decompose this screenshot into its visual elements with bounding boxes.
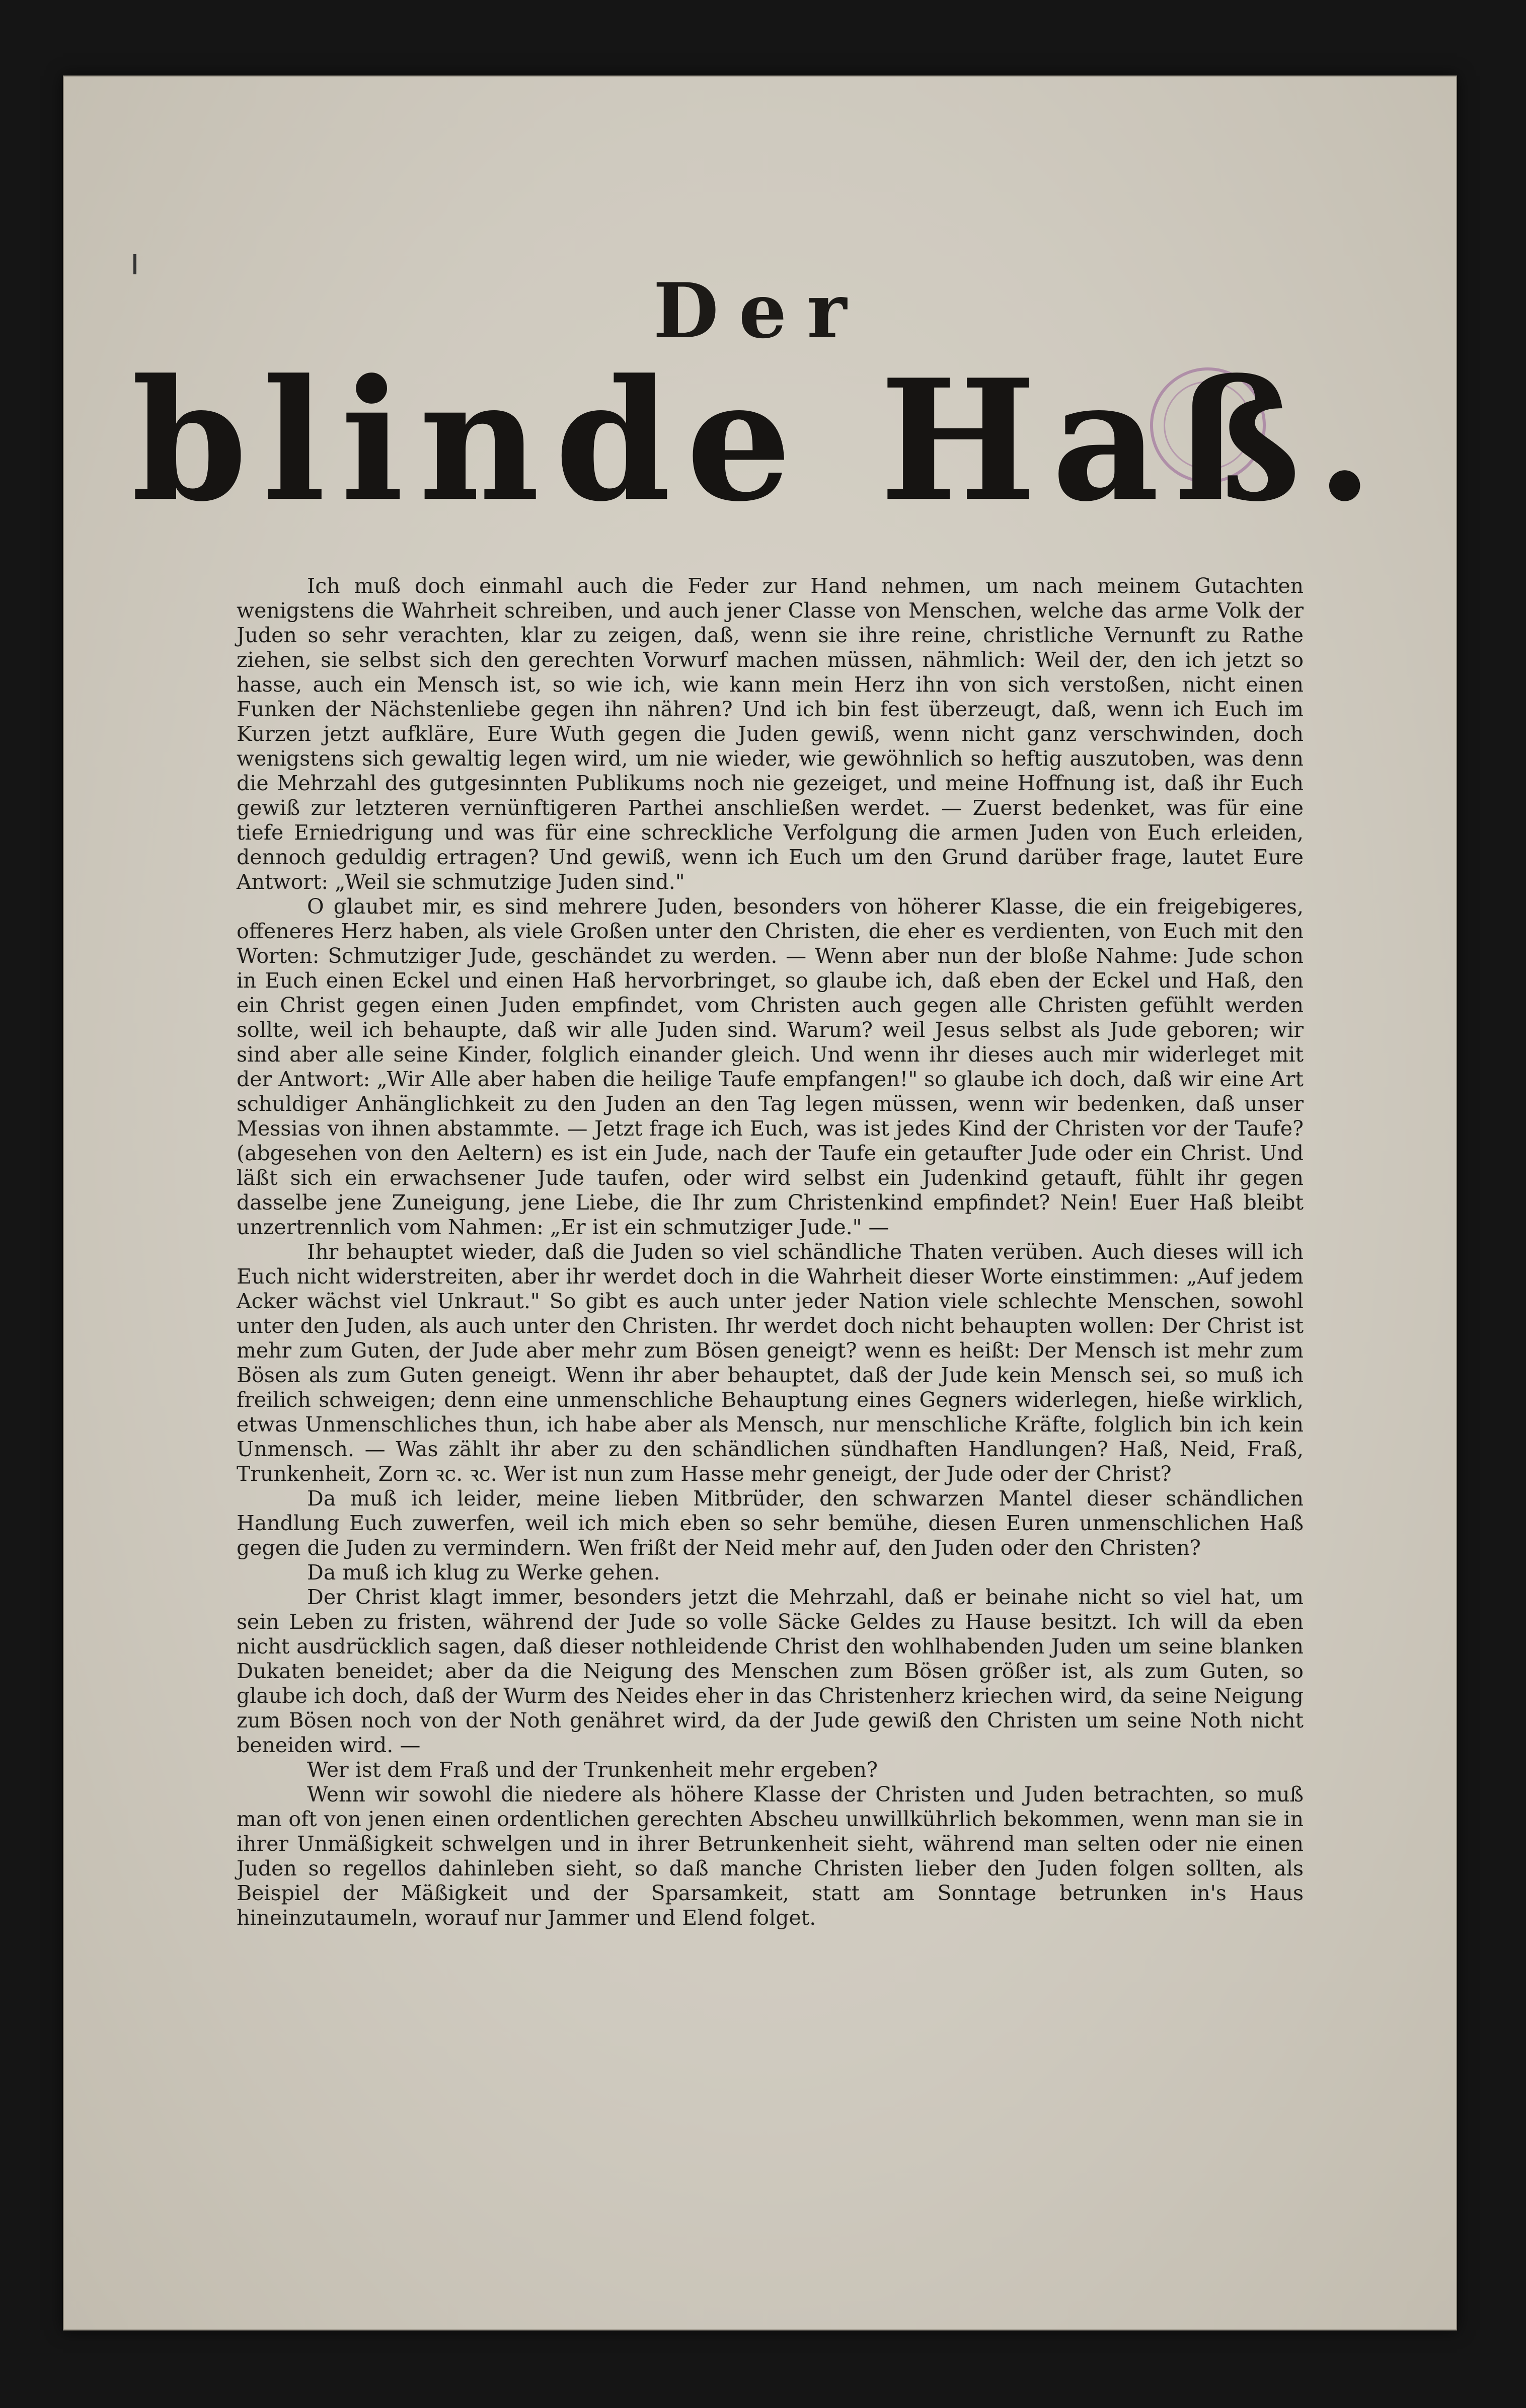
title-line-2: blinde Haß. xyxy=(131,343,1389,538)
paragraph: Der Christ klagt immer, besonders jetzt die Mehrzahl, daß er beinahe nicht so viel hat, um sein Leben zu fristen, während der Jude so volle Säcke Geldes zu Hause besitzt. Ich will da eben nicht ausdrücklich sagen, daß dieser nothleidende Christ den wohlhabenden Juden um seine blanken Dukaten beneidet; aber da die Neigung des Menschen zum Bösen größer ist, als zum Guten, so glaube ich doch, daß der Wurm des Neides eher in das Christenherz kriechen wird, da seine Neigung zum Bösen noch von der Noth genähret wird, da der Jude gewiß den Christen um seine Noth nicht beneiden wird. — xyxy=(237,1585,1304,1757)
paragraph: Ihr behauptet wieder, daß die Juden so viel schändliche Thaten verüben. Auch dieses will ich Euch nicht widerstreiten, aber ihr werdet doch in die Wahrheit dieser Worte einstimmen: „Auf jedem Acker wächst viel Unkraut." So gibt es auch unter jeder Nation viele schlechte Menschen, sowohl unter den Juden, als auch unter den Christen. Ihr werdet doch nicht behaupten wollen: Der Christ ist mehr zum Guten, der Jude aber mehr zum Bösen geneigt? wenn es heißt: Der Mensch ist mehr zum Bösen als zum Guten geneigt. Wenn ihr aber behauptet, daß der Jude kein Mensch sei, so muß ich freilich schweigen; denn eine unmenschliche Behauptung eines Gegners widerlegen, hieße wirklich, etwas Unmenschliches thun, ich habe aber als Mensch, nur menschliche Kräfte, folglich bin ich kein Unmensch. — Was zählt ihr aber zu den schändlichen sündhaften Handlungen? Haß, Neid, Fraß, Trunkenheit, Zorn ꝛc. ꝛc. Wer ist nun zum Hasse mehr geneigt, der Jude oder der Christ? xyxy=(237,1240,1304,1486)
paragraph: Da muß ich leider, meine lieben Mitbrüder, den schwarzen Mantel dieser schändlichen Handlung Euch zuwerfen, weil ich mich eben so sehr bemühe, diesen Euren unmenschlichen Haß gegen die Juden zu vermindern. Wen frißt der Neid mehr auf, den Juden oder den Christen? xyxy=(237,1486,1304,1560)
paragraph: Da muß ich klug zu Werke gehen. xyxy=(307,1560,660,1585)
paragraph: Ich muß doch einmahl auch die Feder zur Hand nehmen, um nach meinem Gutachten wenigstens die Wahrheit schreiben, und auch jener Classe von Menschen, welche das arme Volk der Juden so sehr verachten, klar zu zeigen, daß, wenn sie ihre reine, christliche Vernunft zu Rathe ziehen, sie selbst sich den gerechten Vorwurf machen müssen, nähmlich: Weil der, den ich jetzt so hasse, auch ein Mensch ist, so wie ich, wie kann mein Herz ihn von sich verstoßen, nicht einen Funken der Nächstenliebe gegen ihn nähren? Und ich bin fest überzeugt, daß, wenn ich Euch im Kurzen jetzt aufkläre, Eure Wuth gegen die Juden gewiß, wenn nicht ganz verschwinden, doch wenigstens sich gewaltig legen wird, um nie wieder, wie gewöhnlich so heftig auszutoben, was denn die Mehrzahl des gutgesinnten Publikums noch nie gezeiget, und meine Hoffnung ist, daß ihr Euch gewiß zur letzteren vernünftigeren Parthei anschließen werdet. — Zuerst bedenket, was für eine tiefe Erniedrigung und was für eine schreckliche Verfolgung die armen Juden von Euch erleiden, dennoch geduldig ertragen? Und gewiß, wenn ich Euch um den Grund darüber frage, lautet Eure Antwort: „Weil sie schmutzige Juden sind." xyxy=(237,574,1304,894)
paragraph: Wenn wir sowohl die niedere als höhere Klasse der Christen und Juden betrachten, so muß man oft von jenen einen ordentlichen gerechten Abscheu unwillkührlich bekommen, wenn man sie in ihrer Unmäßigkeit schwelgen und in ihrer Betrunkenheit sieht, während man selten oder nie einen Juden so regellos dahinleben sieht, so daß manche Christen lieber den Juden folgen sollten, als Beispiel der Mäßigkeit und der Sparsamkeit, statt am Sonntage betrunken in's Haus hineinzutaumeln, worauf nur Jammer und Elend folget. xyxy=(237,1782,1304,1930)
paragraph: O glaubet mir, es sind mehrere Juden, besonders von höherer Klasse, die ein freigebigeres, offeneres Herz haben, als viele Großen unter den Christen, die eher es verdienten, von Euch mit den Worten: Schmutziger Jude, geschändet zu werden. — Wenn aber nun der bloße Nahme: Jude schon in Euch einen Eckel und einen Haß hervorbringet, so glaube ich, daß eben der Eckel und Haß, den ein Christ gegen einen Juden empfindet, vom Christen auch gegen alle Christen gefühlt werden sollte, weil ich behaupte, daß wir alle Juden sind. Warum? weil Jesus selbst als Jude geboren; wir sind aber alle seine Kinder, folglich einander gleich. Und wenn ihr dieses auch mir widerleget mit der Antwort: „Wir Alle aber haben die heilige Taufe empfangen!" so glaube ich doch, daß wir eine Art schuldiger Anhänglichkeit zu den Juden an den Tag legen müssen, wenn wir bedenken, daß unser Messias von ihnen abstammte. — Jetzt frage ich Euch, was ist jedes Kind der Christen vor der Taufe? (abgesehen von den Aeltern) es ist ein Jude, nach der Taufe ein getaufter Jude oder ein Christ. Und läßt sich ein erwachsener Jude taufen, oder wird selbst ein Judenkind getauft, fühlt ihr gegen dasselbe jene Zuneigung, jene Liebe, die Ihr zum Christenkind empfindet? Nein! Euer Haß bleibt unzertrennlich vom Nahmen: „Er ist ein schmutziger Jude." — xyxy=(237,894,1304,1239)
body-text xyxy=(237,574,1304,1930)
document-sheet xyxy=(63,76,1457,2330)
paragraph: Wer ist dem Fraß und der Trunkenheit mehr ergeben? xyxy=(307,1758,878,1782)
title-line-1: Der xyxy=(653,267,867,355)
